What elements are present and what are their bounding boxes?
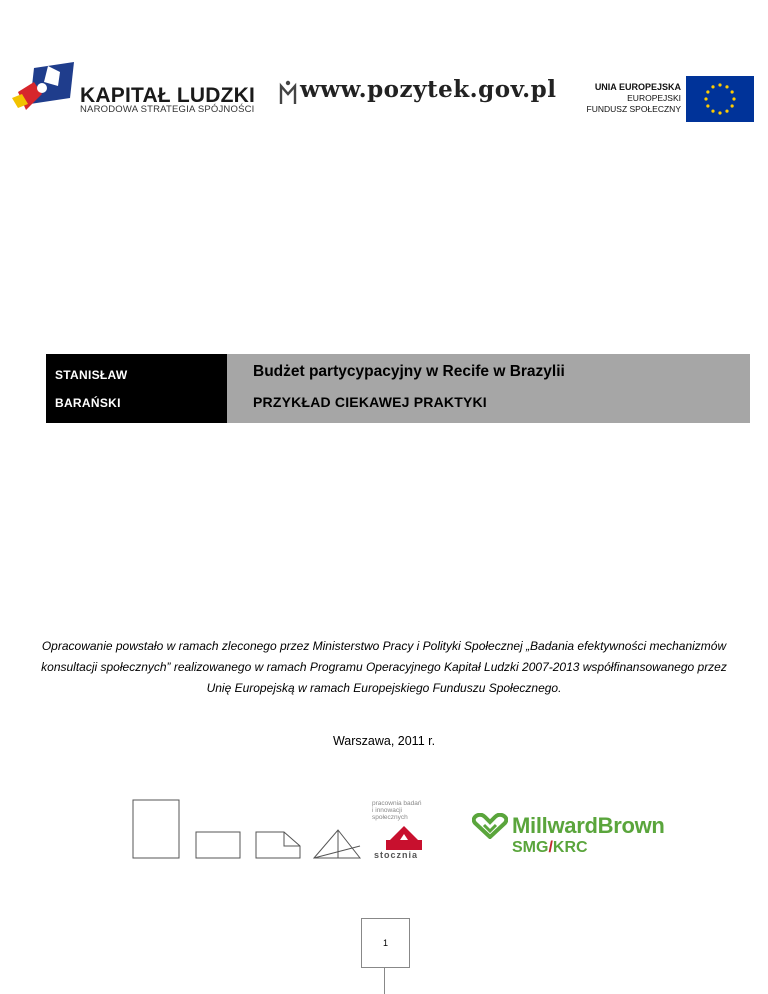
eu-star-icon	[704, 97, 707, 100]
eu-line-2: EUROPEJSKI	[627, 93, 681, 103]
document-title: Budżet partycypacyjny w Recife w Brazylii	[253, 363, 565, 380]
millward-sub-separator: /	[548, 839, 553, 856]
eu-line-3: FUNDUSZ SPOŁECZNY	[586, 104, 681, 114]
stocznia-caption-2: i innowacji	[372, 807, 402, 814]
eu-star-icon	[732, 97, 735, 100]
page-number-connector	[384, 967, 385, 994]
stocznia-logo	[372, 800, 432, 862]
eu-star-icon	[711, 110, 714, 113]
place-date: Warszawa, 2011 r.	[332, 734, 436, 748]
millward-sub-2: KRC	[552, 839, 588, 856]
stocznia-roof-icon	[386, 826, 422, 850]
eu-star-icon	[725, 85, 728, 88]
eu-star-icon	[718, 111, 721, 114]
folding-pages-logo-icon	[132, 798, 362, 862]
author-last-name: BARAŃSKI	[55, 396, 121, 410]
eu-star-icon	[706, 104, 709, 107]
stocznia-caption-3: społecznych	[372, 814, 408, 821]
millward-brown-heart-icon	[472, 813, 508, 839]
millward-name-2: Brown	[597, 813, 665, 838]
eu-star-icon	[711, 85, 714, 88]
page-number: 1	[382, 938, 388, 948]
eu-text	[587, 82, 681, 115]
title-block	[227, 354, 750, 423]
millward-brown-logo	[472, 811, 682, 861]
eu-flag-icon	[686, 76, 754, 122]
page-number-box	[361, 918, 410, 968]
funding-description: Opracowanie powstało w ramach zleconego przez Ministerstwo Pracy i Polityki Społecznej „Badania efektywności mechanizmów konsultacji społecznych” realizowanego w ramach Programu Operacyjnego Kapitał Ludzki 2007-2013 współfinansowanego przez Unię Europejską w ramach Europejskiego Funduszu Społecznego.	[41, 639, 727, 695]
eu-star-icon	[731, 90, 734, 93]
eu-star-icon	[706, 90, 709, 93]
eu-star-icon	[731, 104, 734, 107]
millward-name-1: Millward	[512, 813, 598, 838]
kapital-ludzki-subtitle: NARODOWA STRATEGIA SPÓJNOŚCI	[80, 104, 255, 115]
millward-sub-1: SMG	[512, 839, 549, 856]
eu-star-icon	[718, 83, 721, 86]
author-first-name: STANISŁAW	[55, 368, 128, 382]
kapital-ludzki-title: KAPITAŁ LUDZKI	[80, 84, 256, 107]
eu-line-1: UNIA EUROPEJSKA	[594, 82, 681, 92]
author-block	[46, 354, 227, 423]
eu-star-icon	[725, 110, 728, 113]
stocznia-caption-1: pracownia badań	[372, 800, 422, 807]
stocznia-name: stocznia	[374, 850, 419, 860]
document-subtitle: PRZYKŁAD CIEKAWEJ PRAKTYKI	[253, 394, 487, 410]
pozytek-url: www.pozytek.gov.pl	[300, 76, 557, 103]
pozytek-figure-icon	[278, 80, 298, 106]
